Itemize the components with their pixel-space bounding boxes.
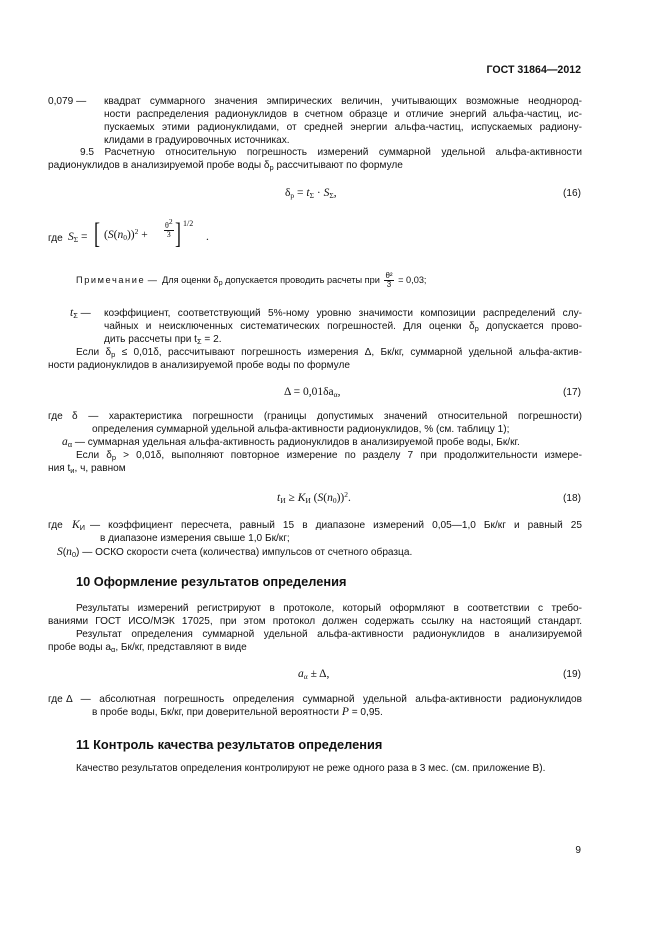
text-line: радионуклидов в анализируемой пробе воды $\delta_р$ рассчитывают по формуле	[48, 160, 403, 172]
text-line: ности радионуклидов в анализируемой пробе воды по формуле	[48, 360, 350, 371]
where-label: где	[48, 411, 63, 422]
text-line: дить рассчеты при $t_\Sigma = 2$.	[104, 334, 222, 346]
text-line: Если $\delta_р > 0,01\delta$, выполняют повторное измерение по разделу 7 при продолжительности измере-	[76, 450, 582, 462]
text-line: 9.5 Расчетную относительную погрешность измерений суммарной удельной альфа-активности	[80, 147, 582, 158]
note: Примечание — Для оценки $\delta_р$ допускается проводить расчеты при $\frac{\text{θ²}}{3}$ = 0,03;	[76, 271, 427, 289]
text-line: Результаты измерений регистрируют в протоколе, который оформляют в соответствии с требо-	[76, 603, 582, 614]
page-number: 9	[575, 845, 581, 856]
text-line: коэффициент, соответствующий 5%-ному уровню значимости композиции распределений слу-	[104, 308, 582, 319]
section-heading: 11 Контроль качества результатов определения	[76, 737, 383, 752]
equation-19: $a_\alpha \pm \Delta$,	[298, 668, 330, 681]
text-line: Качество результатов определения контролируют не реже одного раза в 3 мес. (см. приложение В).	[76, 763, 546, 774]
where-label: где	[48, 694, 63, 705]
text-line: — коэффициент пересчета, равный 15 в диапазоне измерений 0,05—1,0 Бк/кг и равный 25	[90, 520, 582, 531]
where-label: где	[48, 233, 63, 244]
text-line: чайных и неисключенных систематических погрешностей. Для оценки $\delta_р$ допускается прово-	[104, 321, 582, 333]
section-heading: 10 Оформление результатов определения	[76, 574, 347, 589]
equation-number: (19)	[563, 669, 581, 680]
text-line: ния $t_и$, ч, равном	[48, 463, 126, 475]
text-line: Результат определения суммарной удельной альфа-активности радионуклидов в анализируемой	[76, 629, 582, 640]
text-line: δ — характеристика погрешности (границы допустимых значений относительной погрешности)	[72, 411, 582, 422]
doc-id: ГОСТ 31864—2012	[486, 64, 581, 76]
text-line: в диапазоне измерения свыше 1,0 Бк/кг;	[100, 533, 290, 544]
equation-16: $\delta_р = t_\Sigma \cdot S_\Sigma$,	[285, 187, 337, 200]
symbol-term: $K_И$	[72, 519, 86, 532]
text-line: $a_\alpha$ — суммарная удельная альфа-активность радионуклидов в анализируемой пробе воды, Бк/кг.	[62, 436, 520, 449]
symbol-term: $t_\Sigma$ —	[70, 307, 91, 320]
text-line: пускаемых этими радионуклидами, от средней энергии альфа-частиц, испускаемых радиону-	[104, 122, 582, 133]
text-line: Δ — абсолютная погрешность определения суммарной удельной альфа-активности радионуклидов	[66, 694, 582, 705]
where-label: где	[48, 520, 63, 531]
text-line: клидами в градуировочных источниках.	[104, 135, 290, 146]
equation-number: (18)	[563, 493, 581, 504]
text-line: Если $\delta_р \le 0,01\delta$, рассчитывают погрешность измерения Δ, Бк/кг, суммарной удельной альфа-актив-	[76, 347, 583, 359]
equation-number: (16)	[563, 188, 581, 199]
symbol-term: 0,079 —	[48, 96, 87, 107]
equation-18: $t_И \ge K_И$ $(S(n_0))^2$.	[277, 490, 351, 505]
text-line: ности распределения радионуклидов в счетном образце и отличие энергий альфа-частиц, ис-	[104, 109, 582, 120]
text-line: квадрат суммарного значения эмпирических величин, учитывающих возможные неоднород-	[104, 96, 582, 107]
text-line: определения суммарной удельной альфа-активности радионуклидов, % (см. таблицу 1);	[92, 424, 510, 435]
equation-17: $\Delta = 0,01\delta a_\alpha$,	[284, 386, 341, 399]
text-line: в пробе воды, Бк/кг, при доверительной вероятности P = 0,95.	[92, 706, 383, 718]
text-line: пробе воды $a_\alpha$, Бк/кг, представляют в виде	[48, 642, 247, 654]
equation-number: (17)	[563, 387, 581, 398]
text-line: ваниями ГОСТ ИСО/МЭК 17025, при этом протокол должен содержать ссылку на настоящий стандарт.	[48, 616, 582, 627]
text-line: $S(n_0)$ — ОСКО скорости счета (количества) импульсов от счетного образца.	[57, 546, 413, 559]
